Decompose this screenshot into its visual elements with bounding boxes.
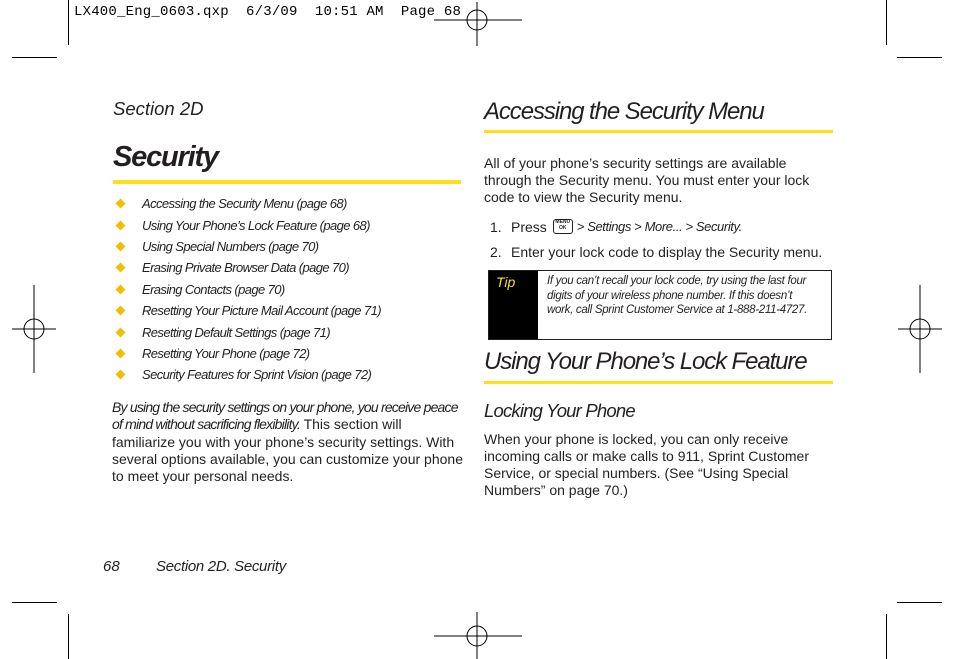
step-2 (490, 239, 840, 264)
bullet-diamond-icon (116, 199, 126, 209)
heading-accessing-security-menu: Accessing the Security Menu (484, 98, 764, 125)
heading-lock-feature: Using Your Phone’s Lock Feature (484, 348, 807, 375)
step-text: Press (511, 218, 547, 235)
security-menu-paragraph: All of your phone’s security settings are available through the Security menu. You must enter your lock code to view the Security menu. (484, 155, 810, 205)
toc-item (113, 343, 453, 364)
tip-label: Tip (489, 271, 538, 339)
toc-item-label: Using Your Phone’s Lock Feature (page 68) (142, 217, 370, 233)
bullet-diamond-icon (116, 242, 126, 252)
toc-item (113, 364, 453, 385)
toc-item-label: Security Features for Sprint Vision (page 72) (142, 367, 372, 383)
title-rule (113, 180, 461, 184)
step-number: 2. (490, 243, 502, 260)
subheading-locking-phone: Locking Your Phone (484, 400, 635, 421)
page-number: 68 (103, 558, 120, 575)
toc-item (113, 236, 453, 257)
toc-item-label: Resetting Default Settings (page 71) (142, 324, 330, 340)
step-text: Enter your lock code to display the Security menu. (511, 243, 823, 260)
bullet-diamond-icon (116, 263, 126, 273)
intro-body: This section will familiarize you with your phone’s security settings. With several options available, you can customize your phone to meet your personal needs. (112, 416, 463, 485)
toc-item (113, 279, 453, 300)
tip-text: If you can’t recall your lock code, try using the last four digits of your wireless phone number. If this doesn’t work, call Sprint Customer Service at 1-888-211-4727. (547, 275, 808, 317)
bullet-diamond-icon (116, 306, 126, 316)
toc-item-label: Using Special Numbers (page 70) (142, 238, 319, 254)
toc-item (113, 300, 453, 321)
menu-ok-key-icon: MENU OK (553, 219, 573, 234)
bullet-diamond-icon (116, 370, 126, 380)
toc-item-label: Erasing Private Browser Data (page 70) (142, 260, 349, 276)
footer-section: Section 2D. Security (156, 558, 286, 575)
toc-item (113, 257, 453, 278)
print-slug: LX400_Eng_0603.qxp 6/3/09 10:51 AM Page 68 (74, 4, 462, 20)
bullet-diamond-icon (116, 220, 126, 230)
intro-lead: By using the security settings on your phone, you receive peace of mind without sacrificing flexibility. (112, 399, 458, 433)
toc-item (113, 321, 453, 342)
section-contents-list (113, 193, 453, 386)
intro-paragraph (112, 399, 464, 485)
heading-rule (484, 130, 833, 133)
step-number: 1. (490, 218, 502, 235)
toc-item-label: Resetting Your Picture Mail Account (page 71) (142, 303, 381, 319)
toc-item (113, 193, 453, 214)
toc-item-label: Resetting Your Phone (page 72) (142, 345, 310, 361)
heading-rule (484, 381, 833, 384)
steps-list (490, 214, 840, 264)
bullet-diamond-icon (116, 327, 126, 337)
bullet-diamond-icon (116, 284, 126, 294)
section-label: Section 2D (113, 98, 204, 119)
step-menu-path: > Settings > More... > Security. (576, 219, 742, 234)
step-1 (490, 214, 840, 239)
toc-item-label: Accessing the Security Menu (page 68) (142, 196, 347, 212)
tip-box (488, 270, 832, 340)
bullet-diamond-icon (116, 348, 126, 358)
toc-item (113, 214, 453, 235)
toc-item-label: Erasing Contacts (page 70) (142, 281, 285, 297)
locking-paragraph: When your phone is locked, you can only receive incoming calls or make calls to 911, Sprint Customer Service, or special numbers. (See “Using Special Numbers” on page 70.) (484, 431, 809, 498)
page-title: Security (113, 141, 218, 173)
